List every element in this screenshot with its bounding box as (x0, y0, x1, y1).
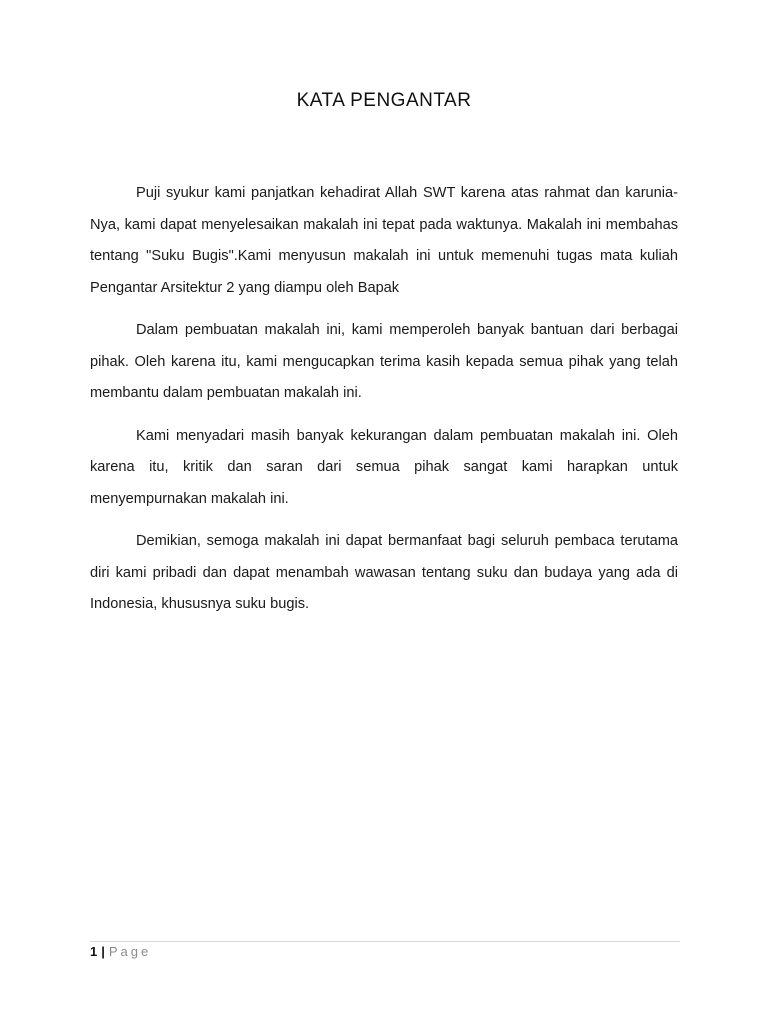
document-body (90, 178, 678, 632)
footer-divider (90, 941, 680, 942)
footer-separator: | (101, 944, 105, 959)
paragraph-1: Puji syukur kami panjatkan kehadirat Allah SWT karena atas rahmat dan karunia-Nya, kami dapat menyelesaikan makalah ini tepat pada waktunya. Makalah ini membahas tentang "Suku Bugis".Kami menyusun makalah ini untuk memenuhi tugas mata kuliah Pengantar Arsitektur 2 yang diampu oleh Bapak (90, 185, 678, 296)
page-label: Page (108, 944, 152, 959)
page-number: 1 (90, 944, 98, 959)
page-title: KATA PENGANTAR (296, 90, 472, 111)
paragraph-2: Dalam pembuatan makalah ini, kami memperoleh banyak bantuan dari berbagai pihak. Oleh karena itu, kami mengucapkan terima kasih kepada semua pihak yang telah membantu dalam pembuatan makalah ini. (90, 322, 678, 401)
paragraph-4: Demikian, semoga makalah ini dapat bermanfaat bagi seluruh pembaca terutama diri kami pribadi dan dapat menambah wawasan tentang suku dan budaya yang ada di Indonesia, khususnya suku bugis. (90, 533, 678, 612)
paragraph-3: Kami menyadari masih banyak kekurangan dalam pembuatan makalah ini. Oleh karena itu, kritik dan saran dari semua pihak sangat kami harapkan untuk menyempurnakan makalah ini. (90, 427, 678, 507)
page-footer (90, 943, 151, 961)
